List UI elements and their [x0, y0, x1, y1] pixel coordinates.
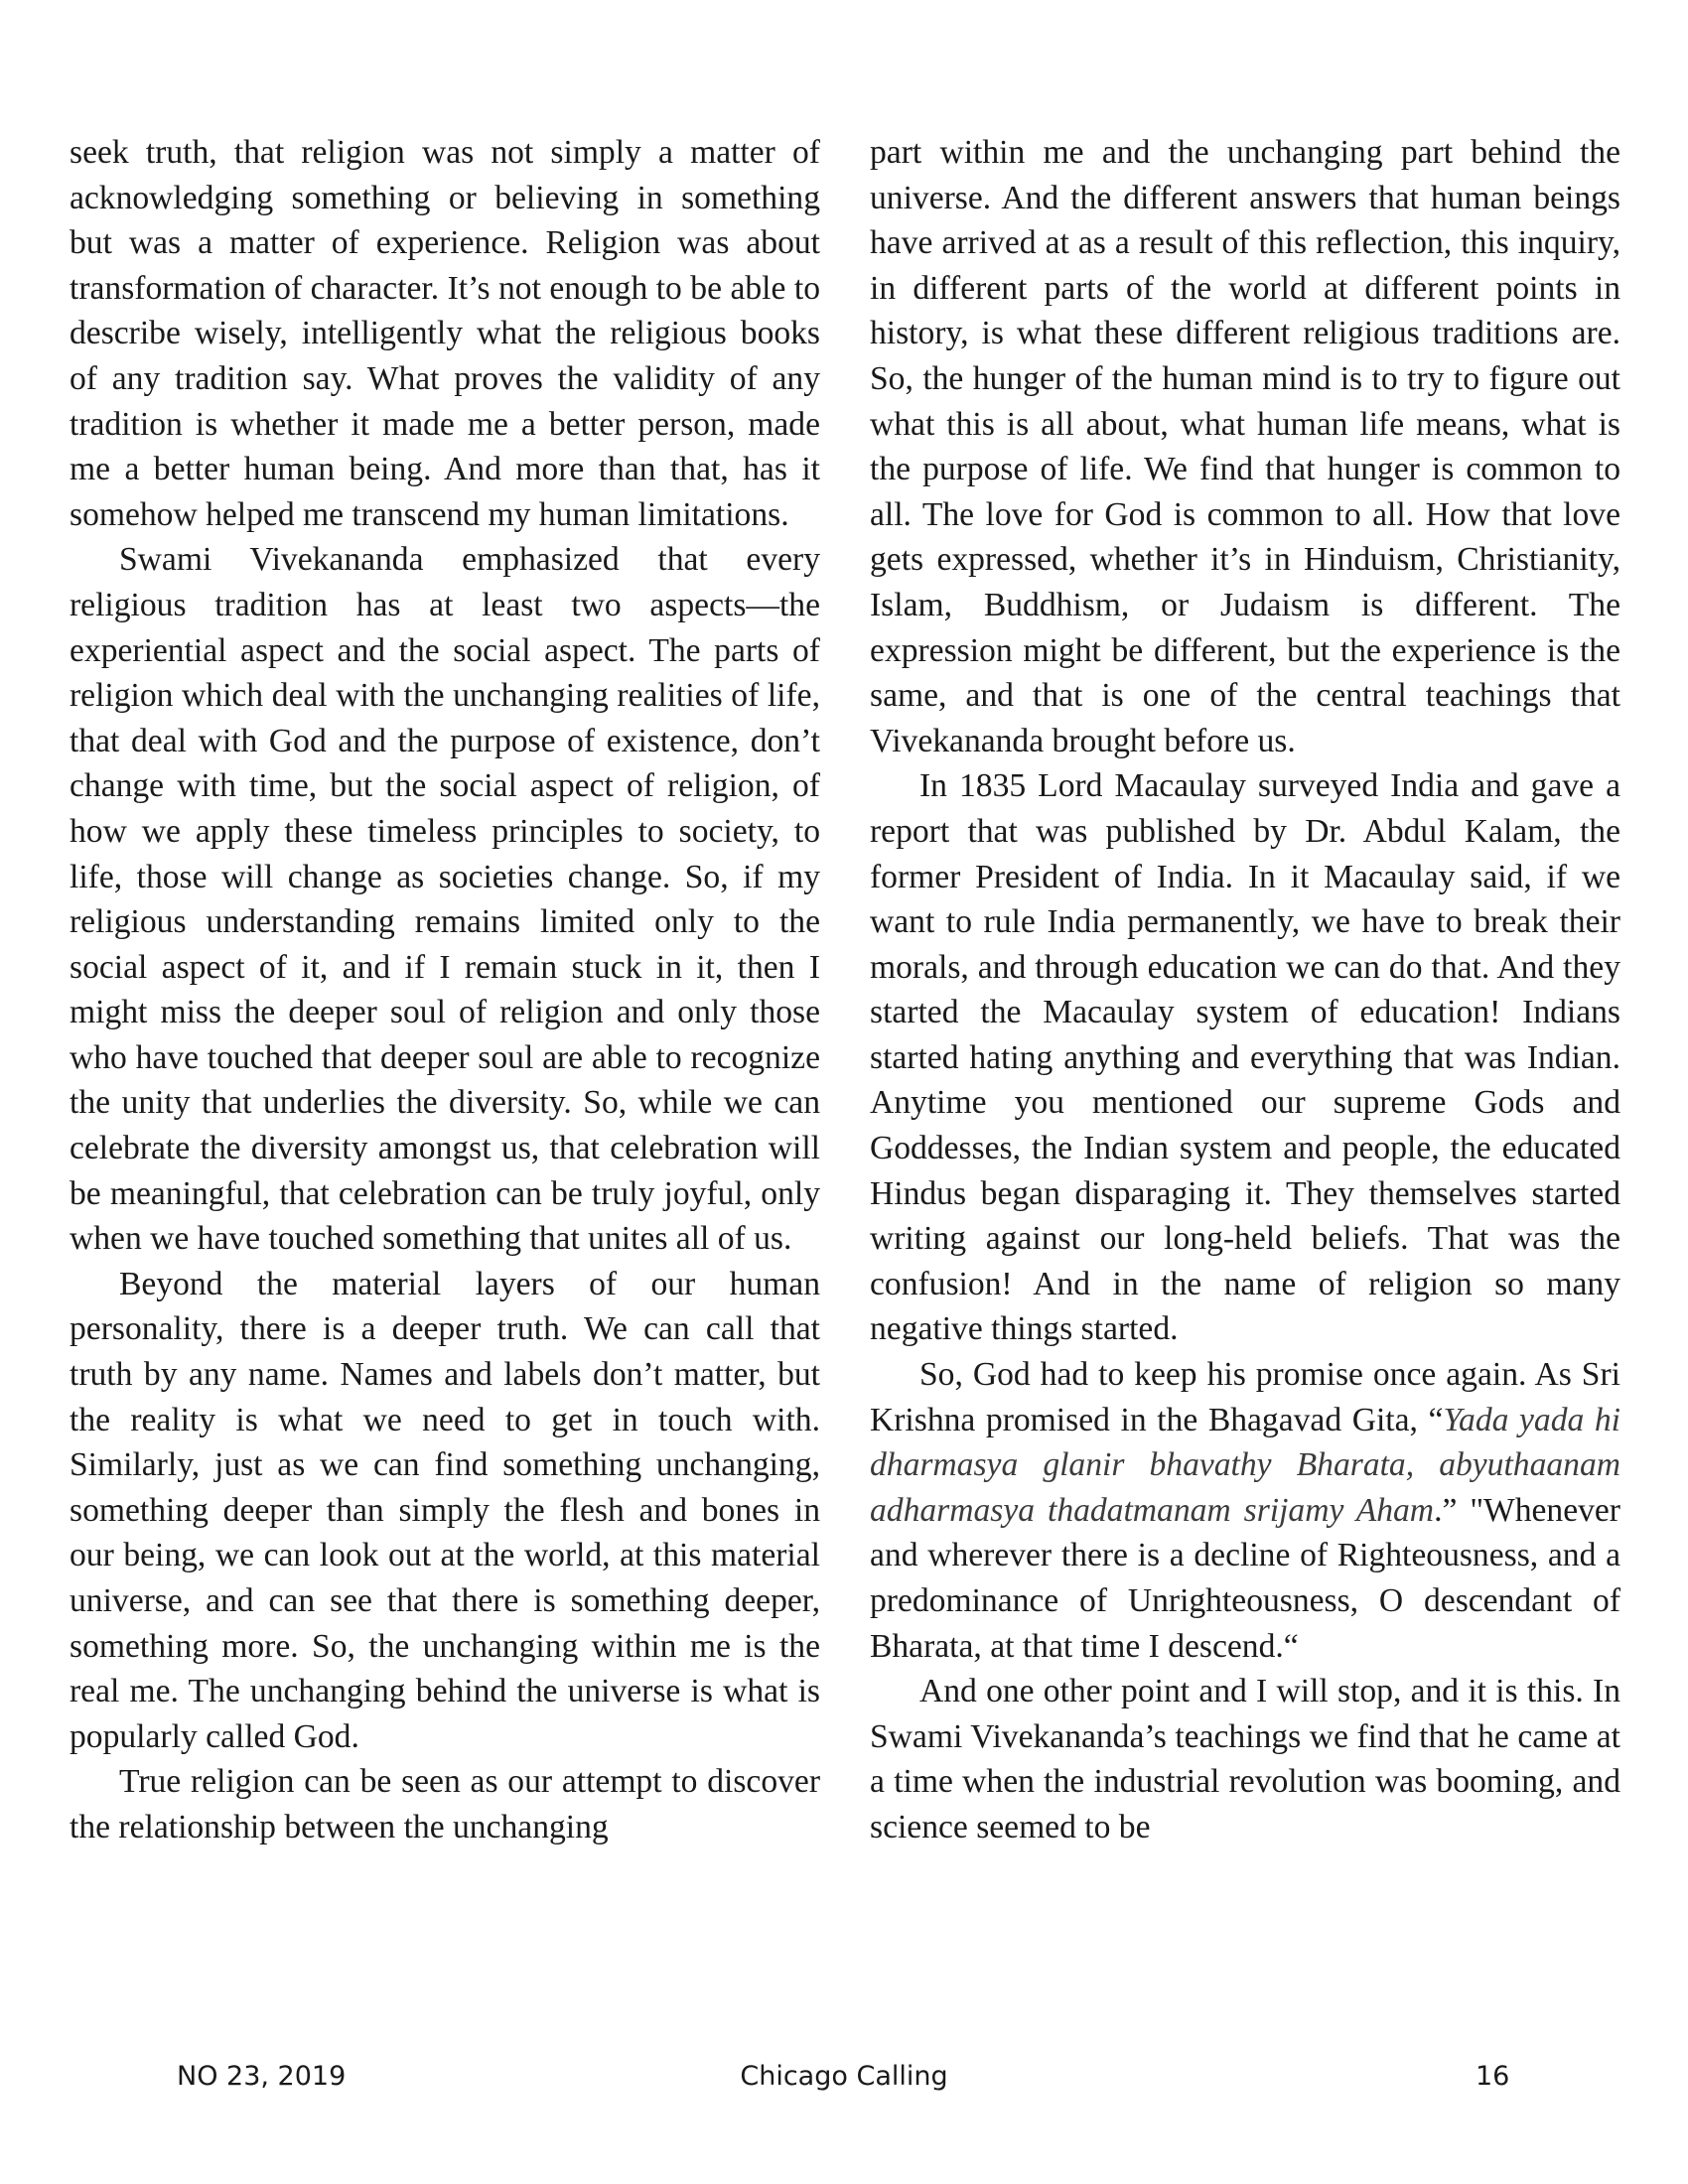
paragraph: Swami Vivekananda emphasized that every religious tradition has at least two aspects—the experiential aspect and the social aspect. The parts of religion which deal with the unchanging realities of life, that deal with God and the purpose of existence, don’t change with time, but the social aspect of religion, of how we apply these timeless principles to society, to life, those will change as societies change. So, if my religious understanding remains limited only to the social aspect of it, and if I remain stuck in it, then I might miss the deeper soul of religion and only those who have touched that deeper soul are able to recognize the unity that underlies the diversity. So, while we can celebrate the diversity amongst us, that celebration will be meaningful, that celebration can be truly joyful, only when we have touched something that unites all of us.	[70, 541, 820, 1258]
sanskrit-verse: Yada yada hi dharmasya glanir bhavathy Bharata, abyuthaanam adharmasya thadatmanam srijamy Aham	[870, 1401, 1620, 1529]
paragraph-gita-quote	[870, 1352, 1620, 1669]
page-footer	[0, 2061, 1688, 2101]
paragraph: True religion can be seen as our attempt to discover the relationship between the unchanging	[70, 1763, 820, 1845]
quote-lead-in: So, God had to keep his promise once again. As Sri Krishna promised in the Bhagavad Gita, “	[870, 1356, 1620, 1438]
footer-publication-title: Chicago Calling	[740, 2061, 948, 2092]
paragraph: Beyond the material layers of our human personality, there is a deeper truth. We can call that truth by any name. Names and labels don’t matter, but the reality is what we need to get in touch with. Similarly, just as we can find something unchanging, something deeper than simply the flesh and bones in our being, we can look out at the world, at this material universe, and can see that there is something deeper, something more. So, the unchanging within me is the real me. The unchanging behind the universe is what is popularly called God.	[70, 1265, 820, 1755]
paragraph: In 1835 Lord Macaulay surveyed India and gave a report that was published by Dr. Abdul Kalam, the former President of India. In it Macaulay said, if we want to rule India permanently, we have to break their morals, and through education we can do that. And they started the Macaulay system of education! Indians started hating anything and everything that was Indian. Anytime you mentioned our supreme Gods and Goddesses, the Indian system and people, the educated Hindus began disparaging it. They themselves started writing against our long-held beliefs. That was the confusion! And in the name of religion so many negative things started.	[870, 767, 1620, 1348]
article-column-left	[70, 130, 820, 1850]
article-column-right	[870, 130, 1620, 1850]
paragraph: And one other point and I will stop, and it is this. In Swami Vivekananda’s teachings we find that he came at a time when the industrial revolution was booming, and science seemed to be	[870, 1673, 1620, 1845]
paragraph: seek truth, that religion was not simply a matter of acknowledging something or believing in something but was a matter of experience. Religion was about transformation of character. It’s not enough to be able to describe wisely, intelligently what the religious books of any tradition say. What proves the validity of any tradition is whether it made me a better person, made me a better human being. And more than that, has it somehow helped me transcend my human limitations.	[70, 134, 820, 533]
footer-page-number: 16	[1476, 2061, 1510, 2092]
paragraph: part within me and the unchanging part behind the universe. And the different answers that human beings have arrived at as a result of this reflection, this inquiry, in different parts of the world at different points in history, is what these different religious traditions are. So, the hunger of the human mind is to try to figure out what this is all about, what human life means, what is the purpose of life. We find that hunger is common to all. The love for God is common to all. How that love gets expressed, whether it’s in Hinduism, Christianity, Islam, Buddhism, or Judaism is different. The expression might be different, but the experience is the same, and that is one of the central teachings that Vivekananda brought before us.	[870, 134, 1620, 759]
footer-date: NO 23, 2019	[177, 2061, 347, 2092]
quote-translation: .” "Whenever and wherever there is a decline of Righteousness, and a predominance of Unrighteousness, O descendant of Bharata, at that time I descend.“	[870, 1491, 1620, 1665]
